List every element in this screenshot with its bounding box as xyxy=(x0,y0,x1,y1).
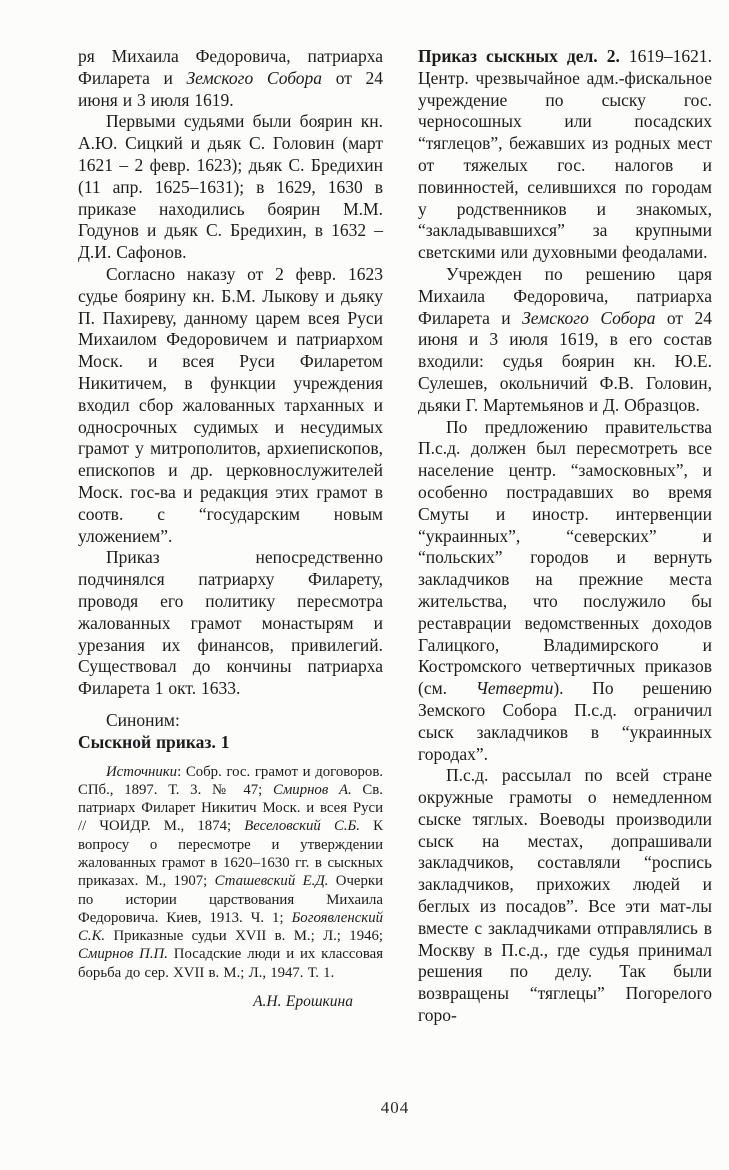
text-segment: Смирнов А. xyxy=(272,781,352,798)
text-segment: Богоявленский С.К. xyxy=(78,909,383,945)
text-segment: Сташевский Е.Д. xyxy=(214,873,329,890)
synonym-title xyxy=(78,732,383,754)
paragraph xyxy=(78,111,383,264)
left-column xyxy=(78,46,383,1027)
text-segment: К вопросу о пересмотре и утверждении жалованных грамот в 1620–1630 гг. в сыскных приказах. М., 1907; xyxy=(78,818,383,890)
text-segment: Первыми судьями были боярин кн. А.Ю. Сицкий и дьяк С. Головин (март 1621 – 2 февр. 1623); дьяк С. Бредихин (11 апр. 1625–1631); в 1629, 1630 в приказе находились боярин М.М. Годунов и дьяк С. Бредихин, в 1632 – Д.И. Сафонов. xyxy=(78,111,383,263)
text-segment: Четверти xyxy=(475,678,554,699)
page-number: 404 xyxy=(380,1098,410,1117)
text-segment: ). По решению Земского Собора П.с.д. ограничил сыск закладчиков в “украинных городах”. xyxy=(418,678,713,764)
text-segment: Учрежден по решению царя Михаила Федоровича, патриарха Филарета и xyxy=(418,263,712,328)
text-segment: А.Н. Ерошкина xyxy=(253,993,353,1011)
text-segment: Земского Собора xyxy=(186,67,323,88)
text-segment: от 24 июня и 3 июля 1619, в его состав входили: судья боярин кн. Ю.Е. Сулешев, окольничий Ф.В. Головин, дьяки Г. Мартемьянов и Д. Образцов. xyxy=(418,307,713,415)
right-column xyxy=(418,46,712,1027)
text-segment: от 24 июня и 3 июля 1619. xyxy=(78,67,383,110)
text-segment: : Собр. гос. грамот и договоров. СПб., 1897. Т. 3. № 47; xyxy=(78,763,383,798)
sources-paragraph xyxy=(78,763,383,983)
continuation-paragraph xyxy=(78,46,383,111)
text-segment: Смирнов П.П. xyxy=(78,946,168,963)
text-segment: Св. патриарх Филарет Никитич Моск. и всея Руси // ЧОИДР. М., 1874; xyxy=(78,781,383,835)
text-segment: Приказ непосредственно подчинялся патриарху Филарету, проводя его политику пересмотра жалованных грамот монастырям и урезания их финансов, привилегий. Существовал до кончины патриарха Филарета 1 окт. 1633. xyxy=(78,547,383,699)
text-segment: Синоним: xyxy=(106,709,180,730)
text-segment: 1619–1621. Центр. чрезвычайное адм.-фискальное учреждение по сыску гос. черносошных или посадских “тяглецов”, бежавших из родных мест от тяжелых гос. налогов и повинностей, селившихся по городам у родственников и знакомых, “закладывавшихся” за крупными светскими или духовными феодалами. xyxy=(418,46,712,263)
text-segment: Веселовский С.Б. xyxy=(244,818,360,835)
text-segment: По предложению правительства П.с.д. должен был пересмотреть все население центр. “замосковных”, и особенно пострадавших во время Смуты и иностр. интервенции “украинных”, “северских” и “польских” городов и вернуть закладчиков на прежние места жительства, что послужило бы реставрации ведомственных доходов Галицкого, Владимирского и Костромского четвертичных приказов (см. xyxy=(418,416,712,699)
paragraph xyxy=(78,547,383,700)
text-segment: Посадские люди и их классовая борьба до сер. XVII в. М.; Л., 1947. Т. 1. xyxy=(78,946,383,981)
text-segment: Очерки по истории царствования Михаила Федоровича. Киев, 1913. Ч. 1; xyxy=(78,873,383,926)
text-segment: Согласно наказу от 2 февр. 1623 судье боярину кн. Б.М. Лыкову и дьяку П. Пахиреву, данному царем всея Руси Михаилом Федоровичем и патриархом Моск. и всея Руси Филаретом Никитичем, в функции учреждения входил сбор жалованных тарханных и односрочных судимых и несудимых грамот у митрополитов, архиепископов, епископов и др. церковнослужителей Моск. гос-ва и редакция этих грамот в соотв. с “государским новым уложением”. xyxy=(78,263,383,546)
author-signature xyxy=(78,991,383,1013)
paragraph xyxy=(418,264,712,417)
text-segment: Источники xyxy=(106,763,178,780)
paragraph xyxy=(418,765,712,1027)
text-segment: ря Михаила Федоровича, патриарха Филарета и xyxy=(78,46,383,88)
text-segment: Сыскной приказ. 1 xyxy=(78,731,230,752)
paragraph xyxy=(418,417,712,766)
text-segment: П.с.д. рассылал по всей стране окружные грамоты о немедленном сыске тяглых. Воеводы производили сыск на местах, допрашивали закладчиков, составляли “роспись закладчиков, прихожих людей и беглых из посадов”. Все эти мат-лы вместе с закладчиками отправлялись в Москву в П.с.д., где судья принимал решения по делу. Так были возвращены “тяглецы” Погорелого горо- xyxy=(418,765,712,1026)
text-segment: Приказные судьи XVII в. М.; Л.; 1946; xyxy=(105,928,383,945)
text-segment: Земского Собора xyxy=(522,307,656,328)
entry-paragraph xyxy=(418,46,712,264)
text-columns xyxy=(78,46,712,1027)
paragraph xyxy=(78,264,383,547)
synonym-label xyxy=(78,710,383,732)
text-segment: Приказ сыскных дел. 2. xyxy=(418,46,629,66)
